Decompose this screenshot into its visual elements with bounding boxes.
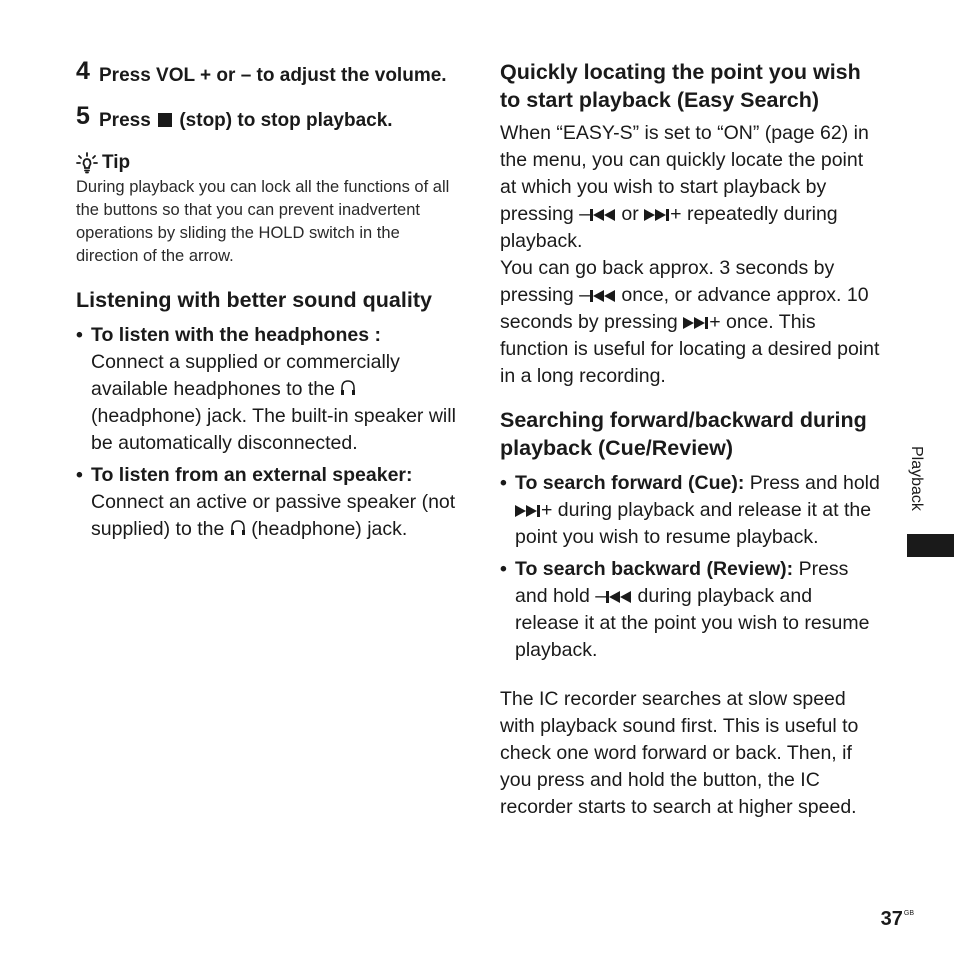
para-text: or [621, 203, 639, 225]
bullet-text: during playback and release it at the point you wish to resume playback. [515, 585, 870, 661]
section-label-text: Playback [908, 446, 925, 511]
para-text: + repeatedly during playback. [500, 203, 838, 252]
para-text: You can go back approx. 3 seconds by pressing – [500, 257, 835, 306]
listening-heading: Listening with better sound quality [76, 288, 432, 312]
bullet-lead: To listen with the headphones : [91, 324, 381, 346]
headphone-icon [230, 519, 246, 537]
list-item [76, 322, 456, 457]
previous-track-icon [590, 289, 616, 303]
list-item [500, 470, 880, 551]
bullet-text: (headphone) jack. [251, 518, 408, 540]
next-track-icon [683, 316, 709, 330]
page-number [881, 908, 914, 931]
previous-track-icon [606, 590, 632, 604]
easy-search-paragraph-2 [500, 255, 880, 390]
bullet-text: Press and hold [749, 472, 880, 494]
list-item [76, 462, 456, 543]
tip-label: Tip [102, 152, 131, 173]
bullet-text: Connect an active or passive speaker (not supplied) to the [91, 491, 456, 540]
step-number: 5 [76, 102, 90, 130]
bullet-text: + during playback and release it at the point you wish to resume playback. [515, 499, 872, 548]
easy-search-paragraph-1 [500, 120, 880, 255]
step-text [99, 107, 456, 134]
para-text: When “EASY-S” is set to “ON” (page 62) in the menu, you can quickly locate the point at which you wish to start playback by pressing – [500, 122, 869, 225]
step-text-pre: Press [99, 110, 151, 131]
side-section-label [897, 446, 933, 526]
cue-review-list [500, 470, 880, 664]
step-5 [76, 102, 456, 134]
para-text: + once. This function is useful for locating a desired point in a long recording. [500, 311, 880, 387]
left-column [76, 57, 456, 548]
page-number-value: 37 [880, 908, 903, 930]
bullet-lead: To listen from an external speaker: [91, 464, 413, 486]
cue-review-closing: The IC recorder searches at slow speed with playback sound first. This is useful to check one word forward or back. Then, if you press and hold the button, the IC recorder starts to search at higher speed. [500, 688, 859, 818]
tip-heading [76, 152, 456, 174]
bullet-text: Connect a supplied or commercially available headphones to the [91, 351, 400, 400]
list-item [500, 556, 880, 664]
stop-icon [158, 113, 172, 127]
bullet-lead: To search forward (Cue): [515, 472, 745, 494]
para-text: once, or advance approx. 10 seconds by pressing [500, 284, 869, 333]
next-track-icon [644, 208, 670, 222]
previous-track-icon [590, 208, 616, 222]
next-track-icon [515, 504, 541, 518]
step-text-post: (stop) to stop playback. [179, 110, 393, 131]
step-4 [76, 57, 456, 89]
step-number: 4 [76, 57, 90, 85]
easy-search-heading: Quickly locating the point you wish to start playback (Easy Search) [500, 60, 861, 112]
tip-body: During playback you can lock all the functions of all the buttons so that you can prevent inadvertent operations by sliding the HOLD switch in the direction of the arrow. [76, 178, 450, 265]
cue-review-heading: Searching forward/backward during playback (Cue/Review) [500, 408, 867, 460]
headphone-icon [340, 379, 356, 397]
bullet-text: (headphone) jack. The built-in speaker will be automatically disconnected. [91, 405, 456, 454]
lightbulb-icon [76, 152, 98, 174]
step-text: Press VOL + or – to adjust the volume. [99, 65, 447, 86]
bullet-text: Press and hold – [515, 558, 849, 607]
page-suffix: GB [903, 910, 914, 917]
listening-list [76, 322, 456, 543]
bullet-lead: To search backward (Review): [515, 558, 794, 580]
right-column [500, 58, 880, 821]
section-tab-marker [907, 534, 954, 557]
